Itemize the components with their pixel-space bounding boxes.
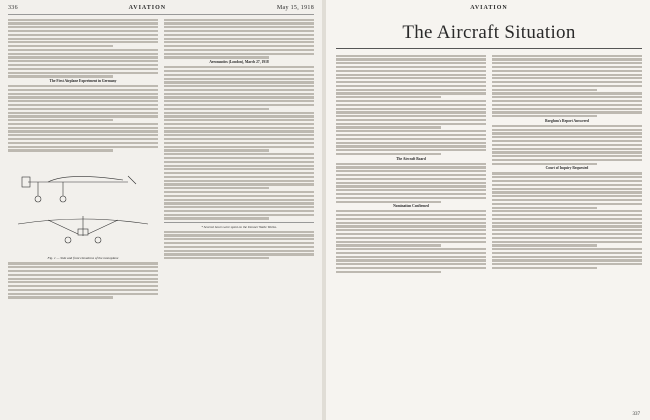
left-column-1 [8,17,158,300]
subhead-court: Court of Inquiry Requested [545,166,589,171]
left-header [8,4,314,12]
left-page [0,0,322,420]
subhead-borglum: Borglum's Report Answered [545,118,589,123]
right-page [326,0,650,420]
right-column-1 [336,53,486,275]
left-footnote: * Several hours were spent on the Donner Walte Works. [201,224,277,229]
left-col1-subtitle: The First Airplane Experiment in Germany [49,79,117,84]
left-column-2 [164,17,314,300]
left-running-title: AVIATION [128,5,167,11]
monoplane-drawing-svg [8,154,158,254]
right-header [336,4,642,12]
monoplane-drawing [8,154,158,261]
left-page-number: 336 [8,5,18,11]
figure-caption: Fig. 1 — Side and front elevations of the monoplane [47,255,119,260]
left-date: May 15, 1918 [276,5,314,11]
article-title: The Aircraft Situation [402,22,576,43]
right-running-title: AVIATION [470,5,508,11]
right-page-number: 337 [632,412,640,417]
left-col2-subtitle: Aeronautics (London), March 27, 1918 [209,60,269,65]
right-column-2 [492,53,642,275]
subhead-aircraft-board: The Aircraft Board [396,156,426,161]
subhead-nomination: Nomination Confirmed [393,204,429,209]
